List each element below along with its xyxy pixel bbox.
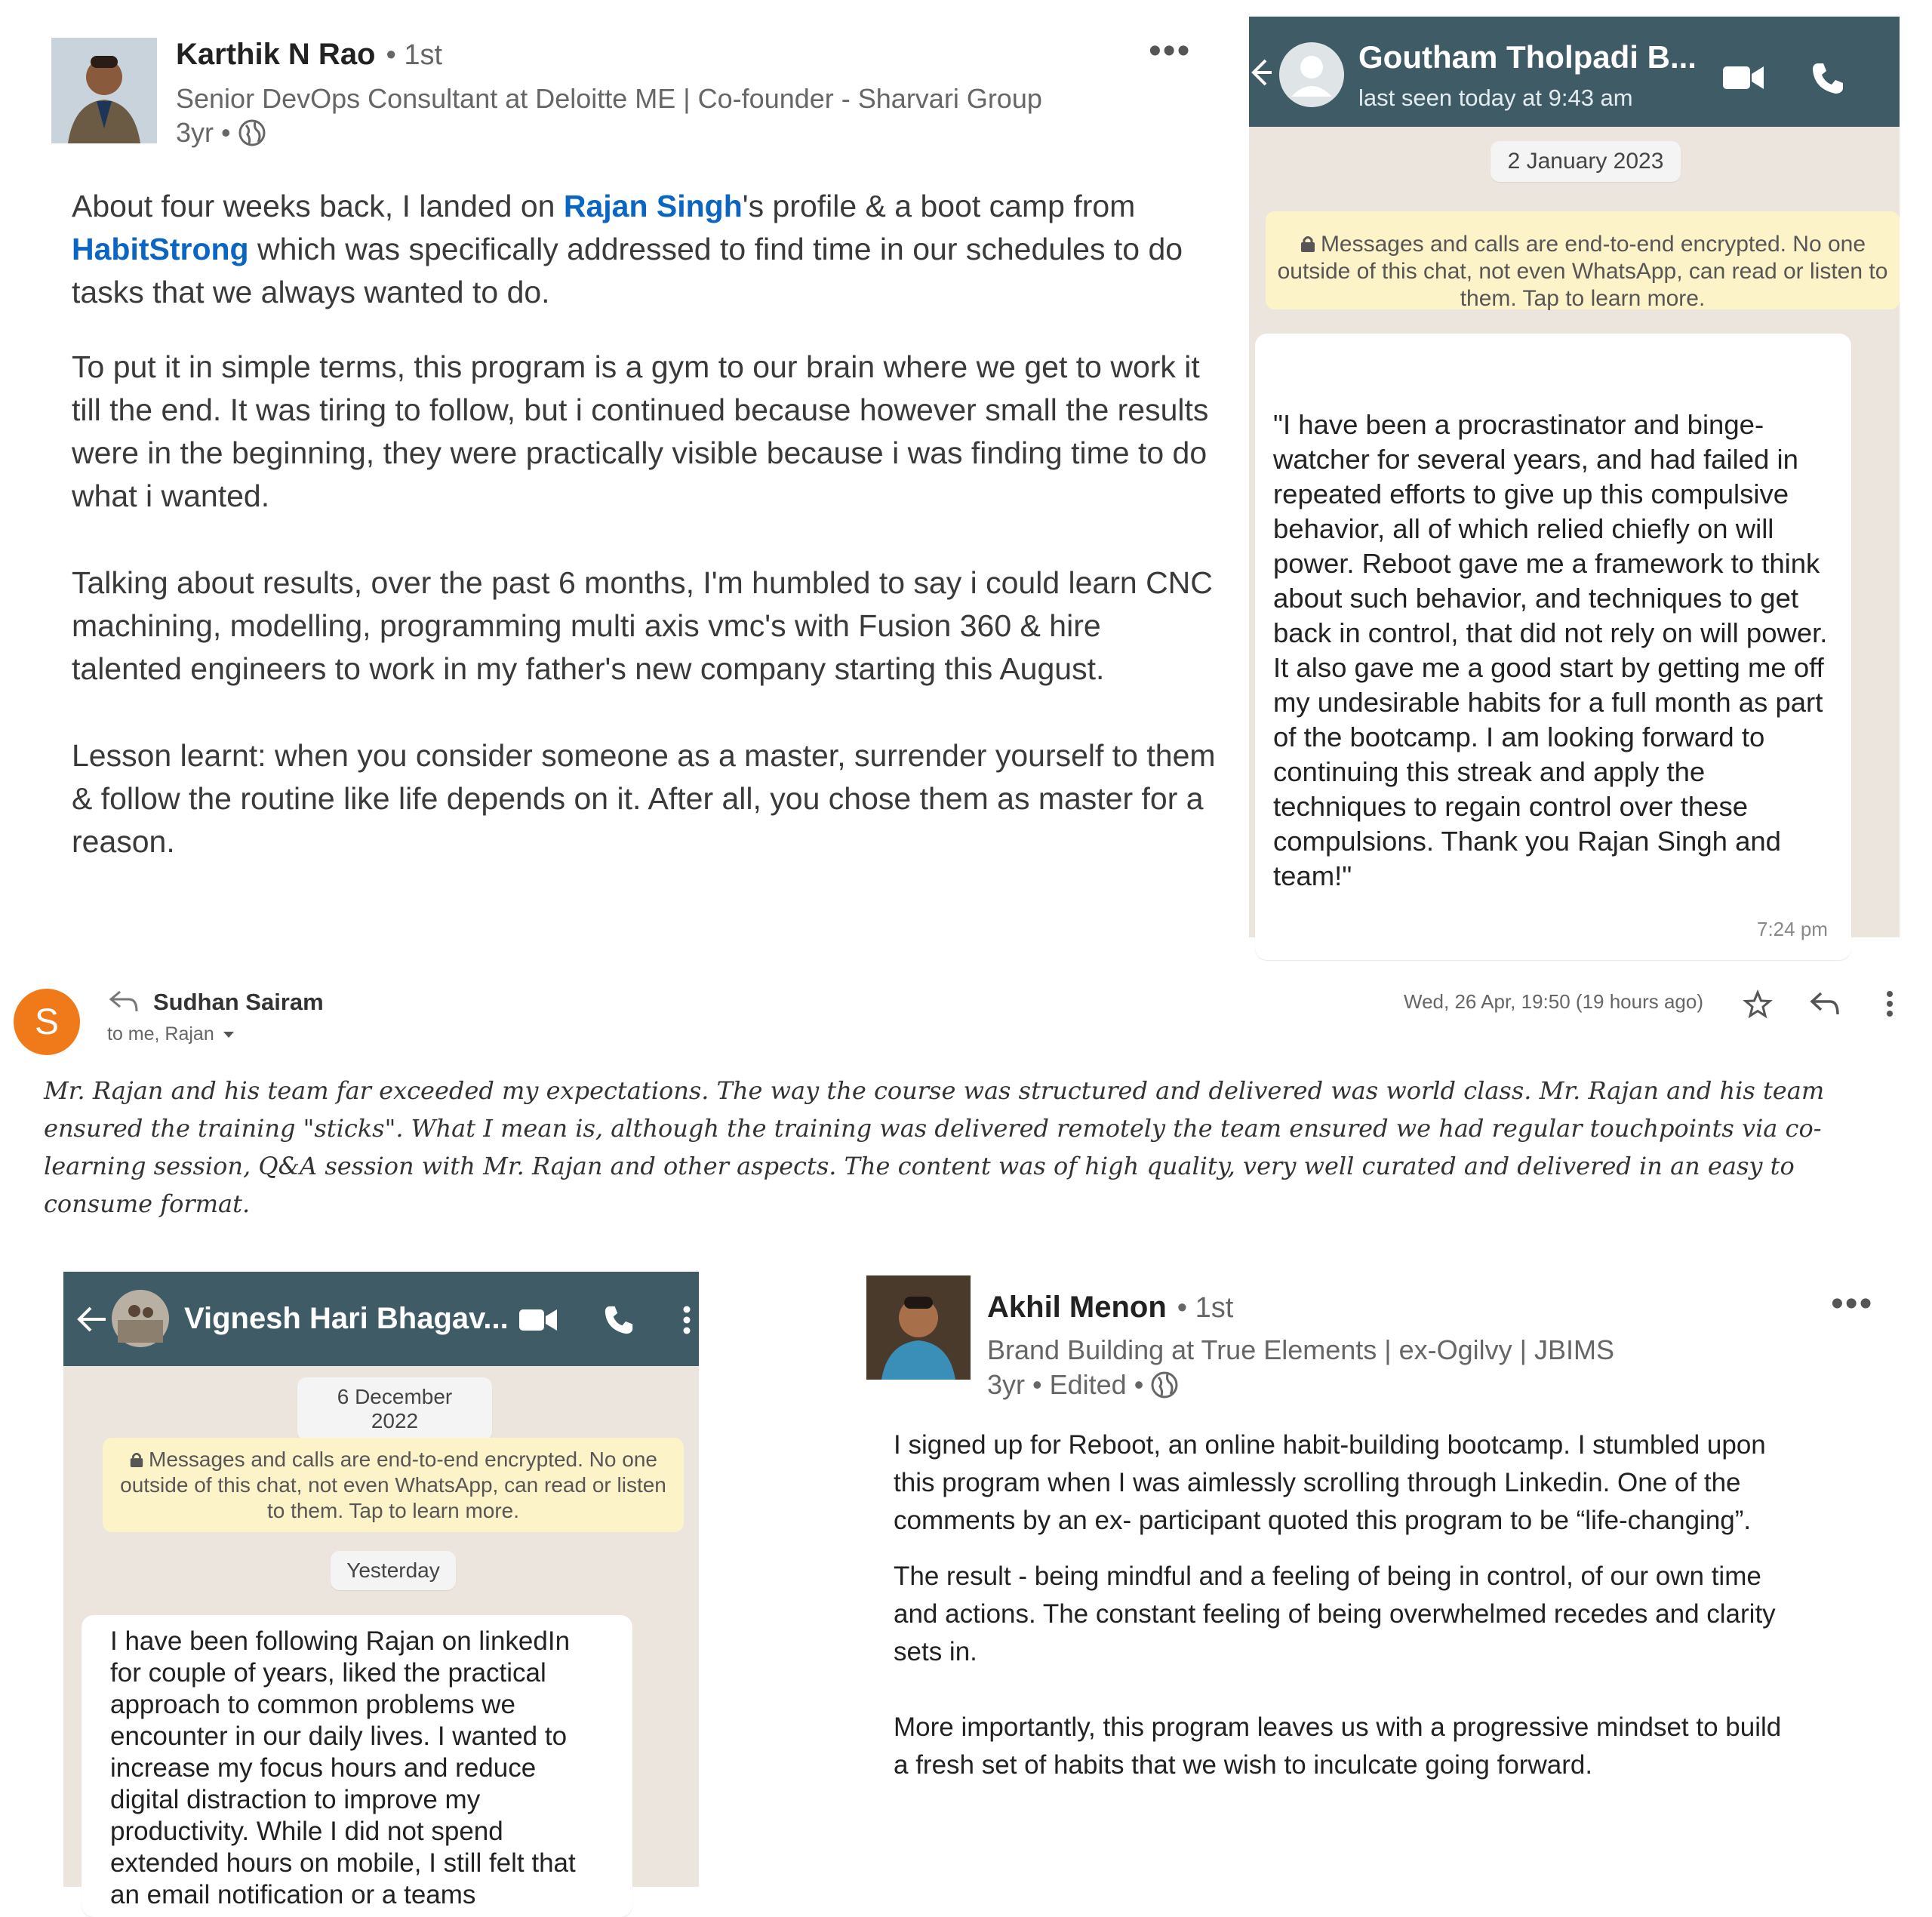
connection-degree: • 1st [1177, 1292, 1234, 1324]
chat-header [63, 1272, 699, 1366]
mention-habitstrong[interactable]: HabitStrong [72, 232, 249, 266]
contact-name[interactable]: Goutham Tholpadi B... [1358, 39, 1697, 75]
contact-name[interactable]: Vignesh Hari Bhagav... [184, 1302, 509, 1335]
kebab-menu-icon[interactable] [1885, 990, 1894, 1017]
gmail-message [0, 974, 1932, 1218]
lock-icon [1300, 235, 1316, 253]
author-name[interactable]: Akhil Menon [987, 1291, 1167, 1324]
globe-icon [238, 119, 266, 146]
post-time: 3yr • [176, 117, 231, 148]
avatar-photo [51, 38, 157, 143]
video-call-icon[interactable] [1723, 65, 1764, 91]
connection-degree: • 1st [386, 39, 443, 71]
email-body: Mr. Rajan and his team far exceeded my expectations. The way the course was structured and delivered was world class. Mr. Rajan and his team ensured the training "sticks". What I mean is, although the training was delivered remotely the team ensured we had regular touchpoints via co-learning session, Q&A session with Mr. Rajan and other aspects. The content was of high quality, very well curated and delivered in an easy to consume format. [44, 1076, 1825, 1218]
contact-avatar[interactable] [112, 1290, 169, 1347]
message-bubble[interactable] [1255, 334, 1851, 960]
day-chip: Yesterday [331, 1551, 456, 1590]
message-text: I have been following Rajan on linkedIn for couple of years, liked the practical approach to common problems we encounter in our daily lives. I wanted to increase my focus hours and reduce digital distraction to improve my productivity. While I did not spend extended hours on mobile, I still felt that an email notification or a teams [110, 1626, 576, 1909]
encryption-notice[interactable] [103, 1438, 684, 1532]
chat-header [1249, 17, 1900, 127]
date-chip: 2 January 2023 [1491, 141, 1681, 182]
paragraph-1: I signed up for Reboot, an online habit-building bootcamp. I stumbled upon this program when I was aimlessly scrolling through Linkedin. One of the comments by an ex- participant quoted this program to be “life-changing”. [894, 1430, 1766, 1535]
whatsapp-chat-vignesh [63, 1272, 699, 1909]
paragraph-1: About four weeks back, I landed on Rajan Singh's profile & a boot camp from HabitStrong which was specifically addressed to find time in our schedules to do tasks that we always wanted to do. [72, 189, 1183, 309]
star-icon[interactable] [1743, 990, 1772, 1019]
more-options-button[interactable]: ••• [1831, 1284, 1874, 1324]
date-chip: 6 December 2022 [297, 1377, 492, 1441]
kebab-menu-icon[interactable] [682, 1305, 691, 1335]
linkedin-post-karthik [0, 0, 1238, 943]
back-arrow-icon[interactable] [1249, 57, 1272, 88]
last-seen-status: last seen today at 9:43 am [1358, 85, 1633, 111]
author-name[interactable]: Karthik N Rao [176, 38, 376, 71]
paragraph-3: More importantly, this program leaves us with a progressive mindset to build a fresh set of habits that we wish to inculcate going forward. [894, 1712, 1782, 1780]
paragraph-2: To put it in simple terms, this program is a gym to our brain where we get to work it till the end. It was tiring to follow, but i continued because however small the results were in the beginning, they were practically visible because i was finding time to do what i wanted. [72, 349, 1209, 513]
lock-icon [129, 1451, 144, 1468]
encryption-notice[interactable] [1266, 211, 1900, 309]
video-call-icon[interactable] [519, 1308, 557, 1332]
back-arrow-icon[interactable] [77, 1306, 106, 1333]
paragraph-2: The result - being mindful and a feeling of being in control, of our own time and actions. The constant feeling of being overwhelmed recedes and clarity sets in. [894, 1562, 1776, 1666]
linkedin-post-akhil [853, 1275, 1932, 1849]
more-options-button[interactable]: ••• [1149, 31, 1192, 71]
phone-icon[interactable] [604, 1305, 634, 1335]
encryption-text: Messages and calls are end-to-end encrypted. No one outside of this chat, not even WhatsApp, can read or listen to them. Tap to learn more. [120, 1448, 666, 1522]
reply-icon[interactable] [1810, 992, 1840, 1016]
avatar-photo [866, 1275, 971, 1380]
author-avatar[interactable] [866, 1275, 971, 1380]
dropdown-icon[interactable] [222, 1030, 235, 1039]
author-headline: Brand Building at True Elements | ex-Ogilvy | JBIMS [987, 1334, 1615, 1365]
mention-rajan-singh[interactable]: Rajan Singh [563, 189, 743, 223]
whatsapp-chat-goutham [1249, 17, 1900, 940]
contact-avatar[interactable] [1279, 42, 1344, 107]
author-headline: Senior DevOps Consultant at Deloitte ME | Co-founder - Sharvari Group [176, 83, 1042, 114]
message-time: 7:24 pm [1757, 918, 1828, 940]
reply-indicator-icon [109, 990, 138, 1013]
sender-name[interactable]: Sudhan Sairam [153, 989, 324, 1015]
message-text: "I have been a procrastinator and binge-watcher for several years, and had failed in repeated efforts to give up this compulsive behavior, all of which relied chiefly on will power. Reboot gave me a framework to think about such behavior, and techniques to get back in control, that did not rely on will power. It also gave me a good start by getting me off my undesirable habits for a full month as part of the bootcamp. I am looking forward to continuing this streak and apply the techniques to regain control over these compulsions. Thank you Rajan Singh and team!" [1273, 409, 1828, 891]
paragraph-3: Talking about results, over the past 6 months, I'm humbled to say i could learn CNC machining, modelling, programming multi axis vmc's with Fusion 360 & hire talented engineers to work in my father's new company starting this August. [72, 565, 1213, 686]
recipients: to me, Rajan [107, 1023, 214, 1045]
sender-avatar[interactable]: S [14, 989, 80, 1055]
author-avatar[interactable] [51, 38, 157, 143]
email-date: Wed, 26 Apr, 19:50 (19 hours ago) [1404, 990, 1704, 1013]
encryption-text: Messages and calls are end-to-end encrypted. No one outside of this chat, not even WhatsApp, can read or listen to them. Tap to learn more. [1277, 232, 1888, 311]
post-body [894, 1426, 1792, 1802]
post-body [72, 185, 1219, 895]
message-bubble[interactable] [82, 1615, 632, 1917]
globe-icon [1151, 1371, 1178, 1399]
paragraph-4: Lesson learnt: when you consider someone as a master, surrender yourself to them & follow the routine like life depends on it. After all, you chose them as master for a reason. [72, 738, 1216, 859]
phone-icon[interactable] [1811, 62, 1844, 95]
post-time: 3yr • Edited • [987, 1369, 1144, 1400]
